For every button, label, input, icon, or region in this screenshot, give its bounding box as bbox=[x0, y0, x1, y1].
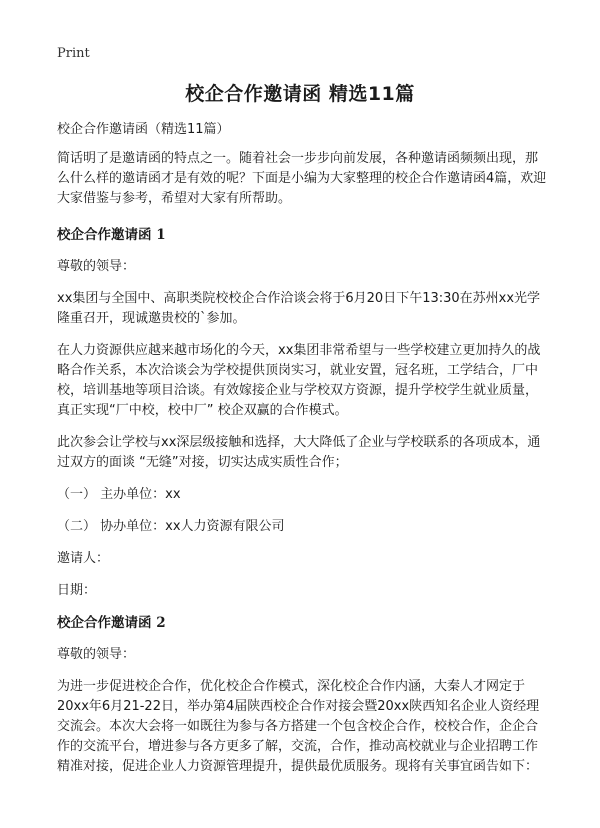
greeting-2: 尊敬的领导： bbox=[57, 647, 136, 662]
date-line: 日期： bbox=[57, 583, 97, 598]
inviter-line: 邀请人： bbox=[57, 551, 110, 566]
co-organizer-line: （二） 协办单位：xx人力资源有限公司 bbox=[57, 519, 285, 534]
page-title: 校企合作邀请函 精选11篇 bbox=[185, 83, 415, 105]
organizer-line: （一） 主办单位：xx bbox=[57, 487, 181, 502]
greeting-1: 尊敬的领导： bbox=[57, 259, 136, 274]
section-heading-1: 校企合作邀请函 1 bbox=[57, 227, 166, 243]
intro-paragraph: 简话明了是邀请函的特点之一。随着社会一步步向前发展，各种邀请函频频出现，那么什么样的邀请函才是有效的呢？下面是小编为大家整理的校企合作邀请函4篇，欢迎大家借鉴与参考，希望对大家有所帮助。 bbox=[57, 151, 547, 206]
paragraph-2-1: 为进一步促进校企合作，优化校企合作模式，深化校企合作内涵，大秦人才网定于20xx年6月21-22日，举办第4届陕西校企合作对接会暨20xx陕西知名企业人资经理交流会。本次大会将一如既往为参与各方搭建一个包含校企合作，校校合作，企企合作的交流平台，增进参与各方更多了解，交流，合作，推动高校就业与企业招聘工作精准对接，促进企业人力资源管理提升，提供最优质服务。现将有关事宜函告如下： bbox=[57, 679, 540, 774]
print-link[interactable]: Print bbox=[57, 46, 90, 61]
paragraph-1-1: xx集团与全国中、高职类院校校企合作洽谈会将于6月20日下午13:30在苏州xx光学隆重召开，现诚邀贵校的`参加。 bbox=[57, 291, 541, 326]
paragraph-1-2: 在人力资源供应越来越市场化的今天，xx集团非常希望与一些学校建立更加持久的战略合作关系，本次洽谈会为学校提供顶岗实习，就业安置，冠名班，工学结合，厂中校，培训基地等项目洽谈。有效嫁接企业与学校双方资源，提升学校学生就业质量，真正实现“厂中校，校中厂” 校企双赢的合作模式。 bbox=[57, 343, 541, 418]
document-subtitle: 校企合作邀请函（精选11篇） bbox=[57, 122, 230, 137]
document-body bbox=[57, 120, 548, 789]
section-heading-2: 校企合作邀请函 2 bbox=[57, 615, 166, 631]
paragraph-1-3: 此次参会让学校与xx深层级接触和选择，大大降低了企业与学校联系的各项成本，通过双方的面谈 “无缝”对接，切实达成实质性合作； bbox=[57, 435, 541, 470]
